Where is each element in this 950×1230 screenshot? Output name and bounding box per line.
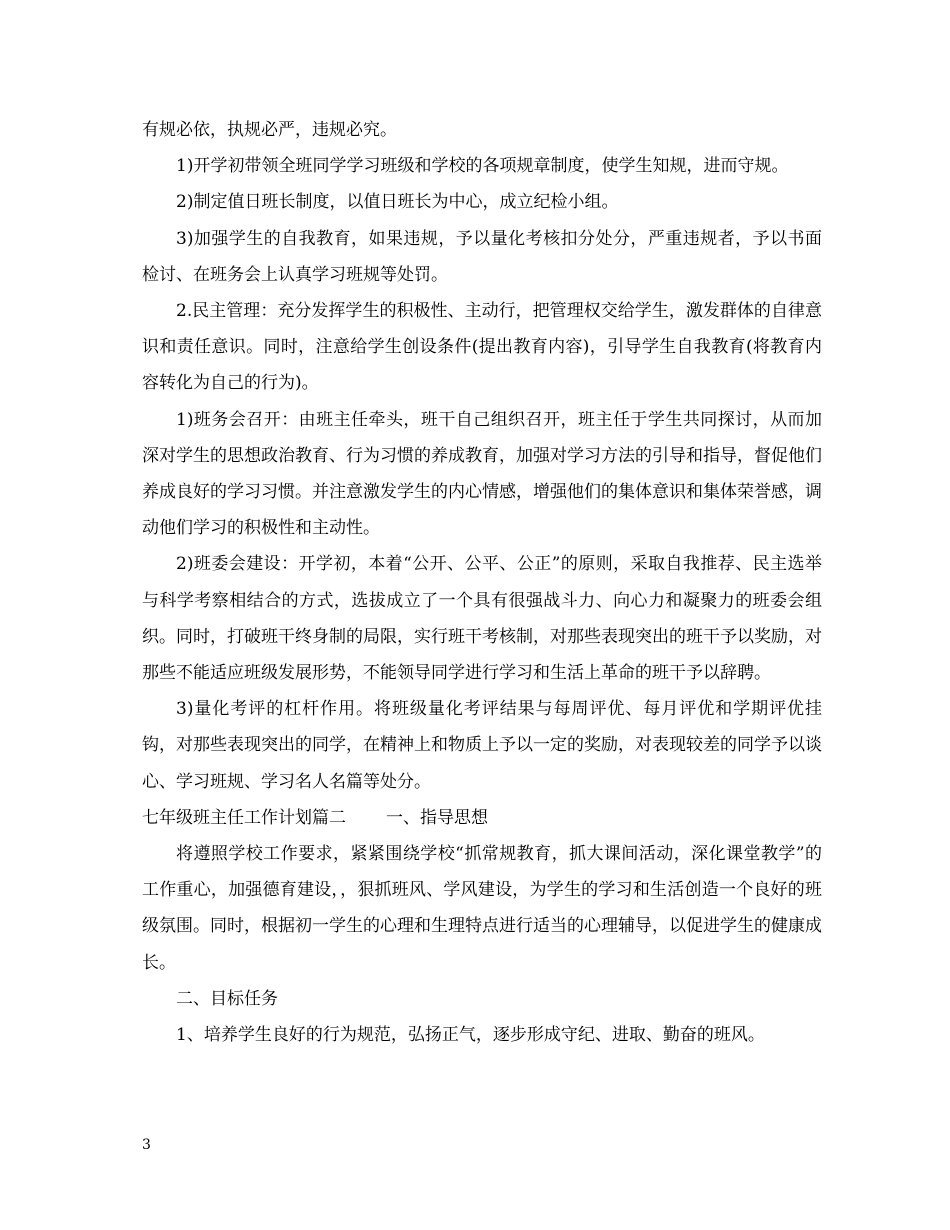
section-heading — [142, 800, 822, 836]
paragraph: 3)量化考评的杠杆作用。将班级量化考评结果与每周评优、每月评优和学期评优挂钩，对那些表现突出的同学，在精神上和物质上予以一定的奖励，对表现较差的同学予以谈心、学习班规、学习名人名篇等处分。 — [142, 699, 822, 792]
paragraph: 将遵照学校工作要求，紧紧围绕学校“抓常规教育，抓大课间活动，深化课堂教学”的工作重心，加强德育建设，，狠抓班风、学风建设，为学生的学习和生活创造一个良好的班级氛围。同时，根据初一学生的心理和生理特点进行适当的心理辅导，以促进学生的健康成长。 — [142, 844, 822, 973]
paragraph: 1)开学初带领全班同学学习班级和学校的各项规章制度，使学生知规，进而守规。 — [176, 156, 789, 177]
paragraph: 2.民主管理：充分发挥学生的积极性、主动行，把管理权交给学生，激发群体的自律意识和责任意识。同时，注意给学生创设条件(提出教育内容)，引导学生自我教育(将教育内容转化为自己的行为)。 — [142, 301, 822, 394]
paragraph: 3)加强学生的自我教育，如果违规，予以量化考核扣分处分，严重违规者，予以书面检讨、在班务会上认真学习班规等处罚。 — [142, 228, 822, 285]
section-title: 七年级班主任工作计划篇二 — [142, 807, 346, 828]
paragraph: 2)班委会建设：开学初，本着“公开、公平、公正”的原则，采取自我推荐、民主选举与科学考察相结合的方式，选拔成立了一个具有很强战斗力、向心力和凝聚力的班委会组织。同时，打破班干终身制的局限，实行班干考核制，对那些表现突出的班干予以奖励，对那些不能适应班级发展形势，不能领导同学进行学习和生活上革命的班干予以辞聘。 — [142, 554, 822, 684]
section-subtitle: 一、指导思想 — [386, 807, 488, 828]
paragraph: 1、培养学生良好的行为规范，弘扬正气，逐步形成守纪、进取、勤奋的班风。 — [176, 1025, 765, 1046]
subheading: 二、目标任务 — [176, 988, 278, 1009]
document-body — [142, 112, 822, 1053]
paragraph: 2)制定值日班长制度，以值日班长为中心，成立纪检小组。 — [176, 192, 619, 213]
paragraph: 1)班务会召开：由班主任牵头，班干自己组织召开，班主任于学生共同探讨，从而加深对学生的思想政治教育、行为习惯的养成教育，加强对学习方法的引导和指导，督促他们养成良好的学习习惯。并注意激发学生的内心情感，增强他们的集体意识和集体荣誉感，调动他们学习的积极性和主动性。 — [142, 409, 822, 539]
page-number: 3 — [142, 1137, 151, 1153]
paragraph: 有规必依，执规必严，违规必究。 — [142, 120, 397, 140]
